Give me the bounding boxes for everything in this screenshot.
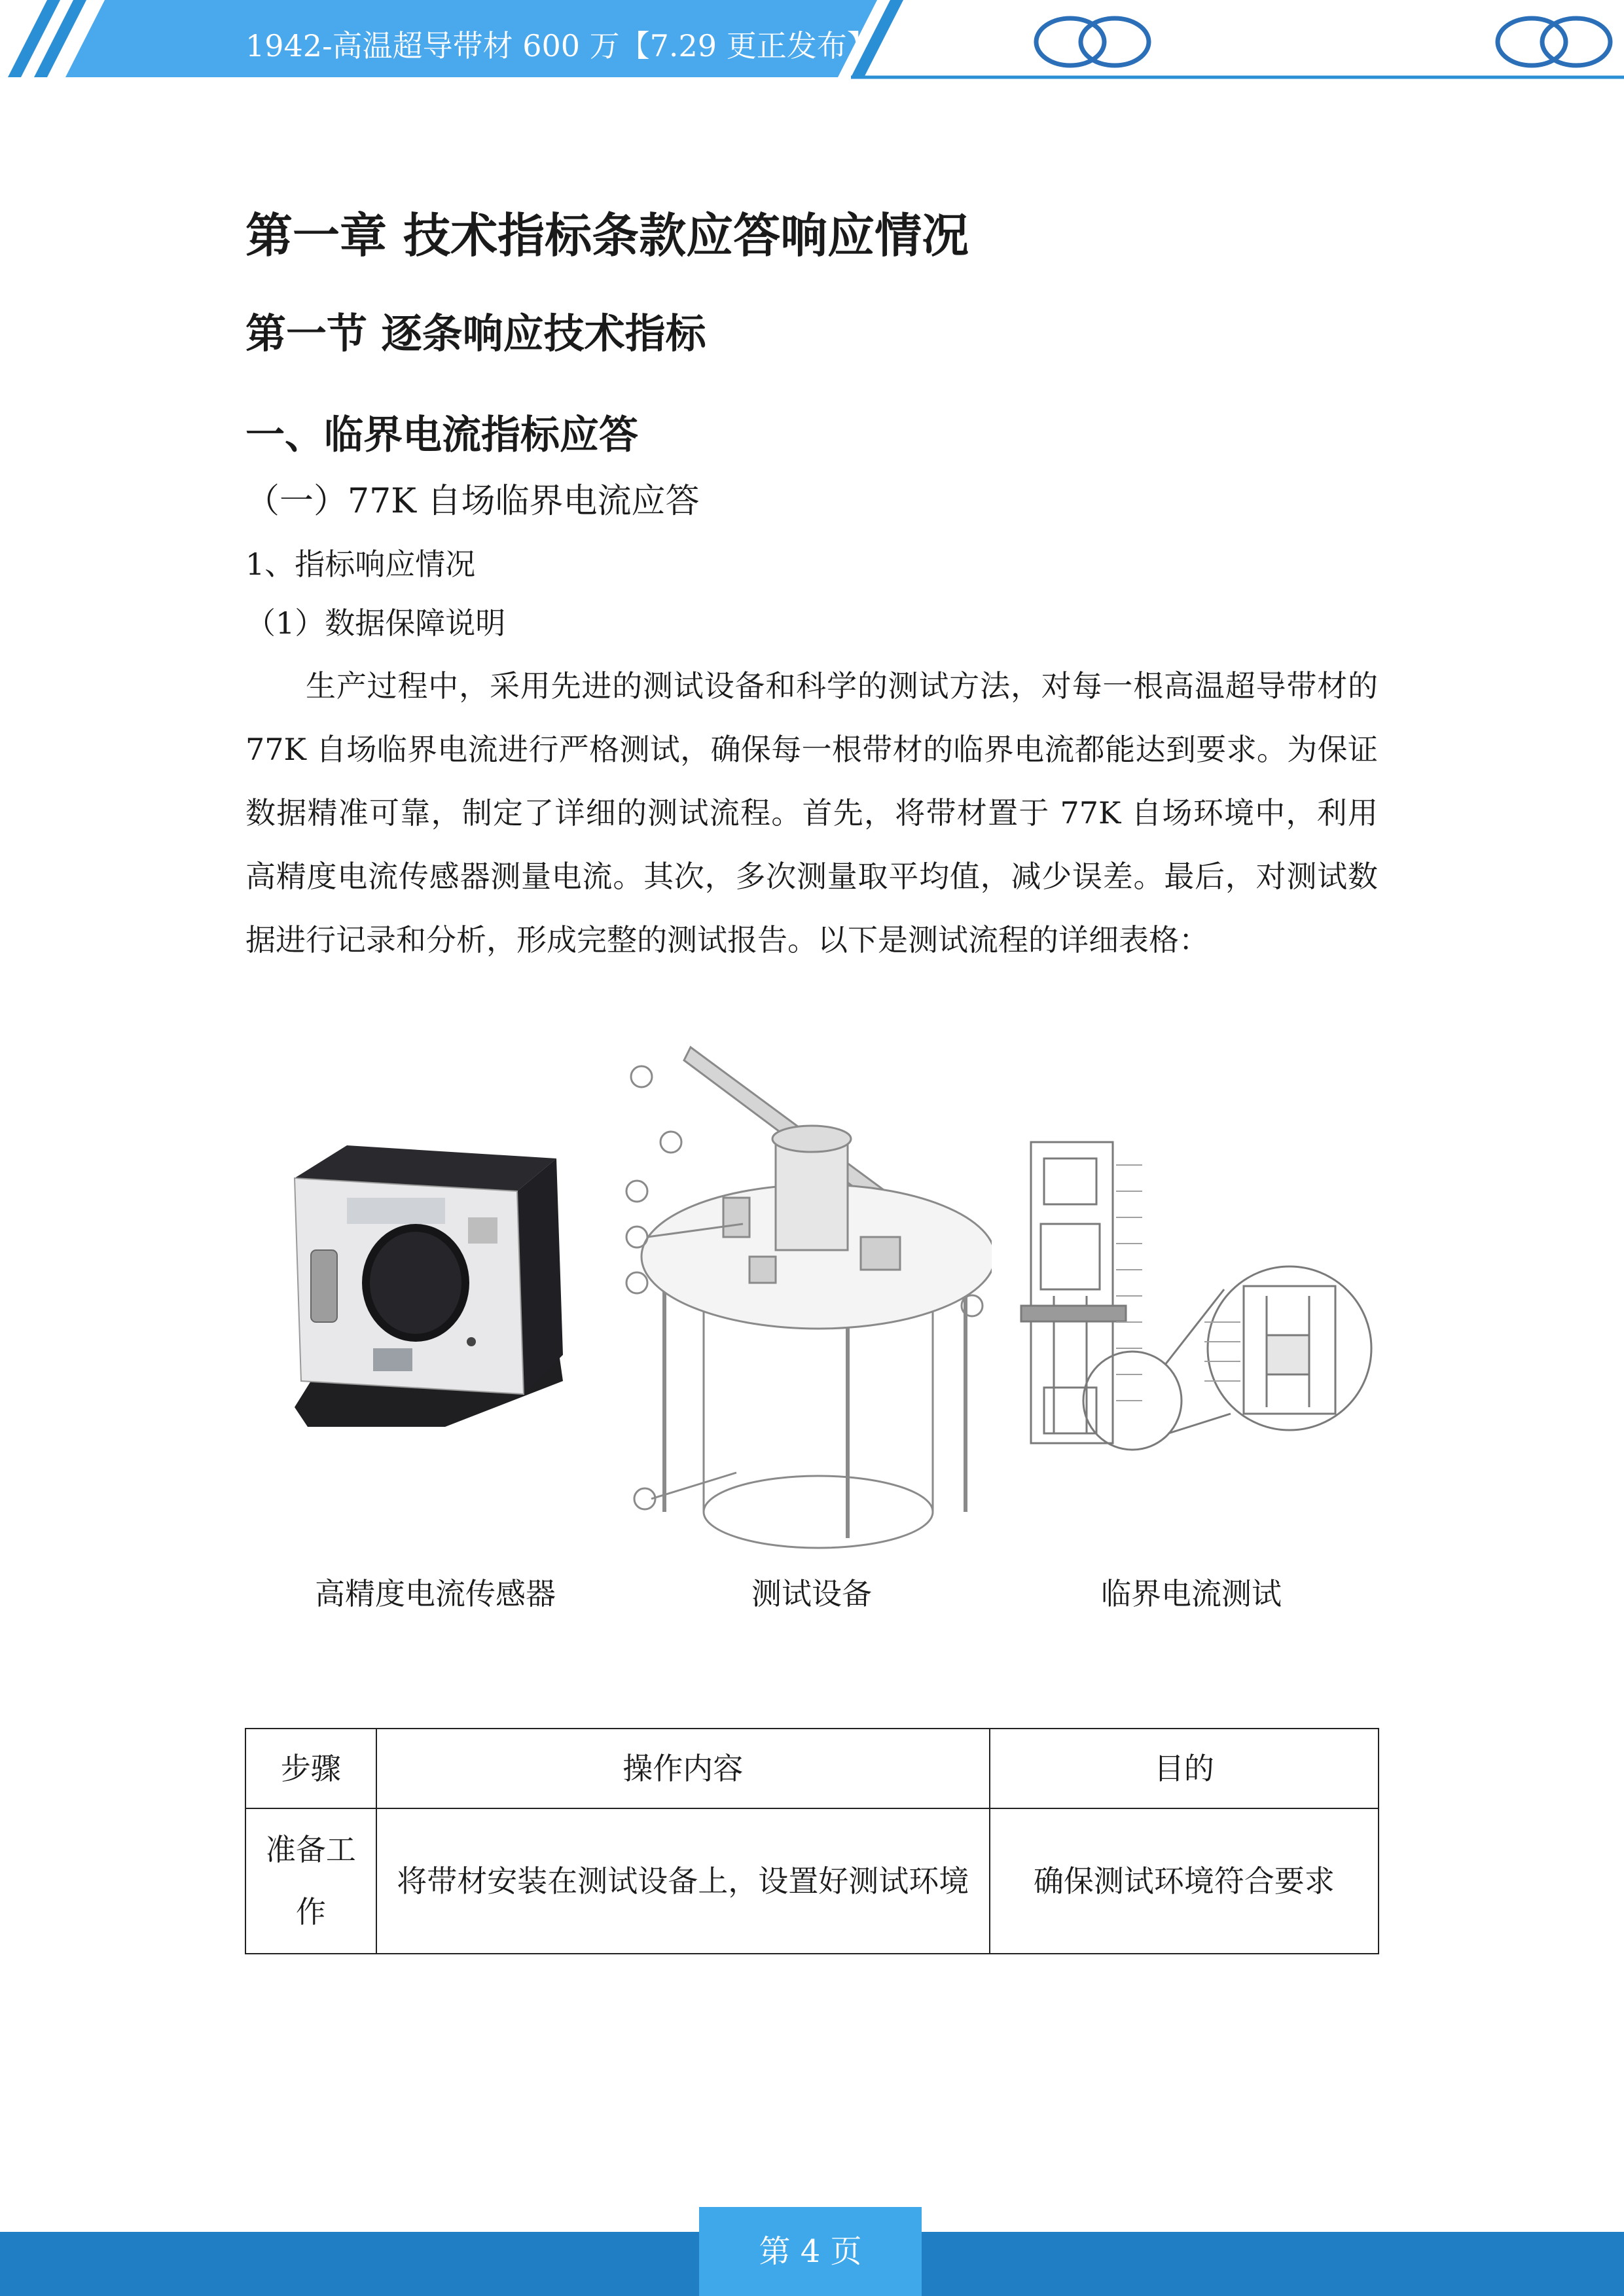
chapter-heading: 第一章 技术指标条款应答响应情况 — [245, 208, 969, 263]
table-header-row — [245, 1729, 1379, 1808]
critical-current-test-diagram — [1008, 1126, 1375, 1466]
subpoint-heading: （1）数据保障说明 — [245, 605, 506, 641]
figure-caption: 临界电流测试 — [1101, 1576, 1282, 1611]
table-header-cell: 步骤 — [245, 1729, 376, 1808]
current-sensor-image — [249, 1119, 602, 1460]
table-row — [245, 1808, 1379, 1954]
figure-caption: 高精度电流传感器 — [315, 1576, 556, 1611]
table-cell: 将带材安装在测试设备上，设置好测试环境 — [376, 1808, 990, 1954]
page-number: 第 4 页 — [759, 2233, 862, 2270]
header-title: 1942-高温超导带材 600 万【7.29 更正发布】 — [245, 28, 877, 63]
table-header-cell: 操作内容 — [376, 1729, 990, 1808]
double-ring-logo-icon — [1492, 14, 1617, 69]
table-cell: 准备工作 — [245, 1808, 376, 1954]
subsection-heading: 一、临界电流指标应答 — [245, 412, 638, 458]
section-heading: 第一节 逐条响应技术指标 — [245, 310, 706, 357]
item-heading: （一）77K 自场临界电流应答 — [245, 482, 700, 521]
test-equipment-diagram — [625, 1041, 992, 1558]
table-cell: 确保测试环境符合要求 — [990, 1808, 1379, 1954]
body-paragraph: 生产过程中，采用先进的测试设备和科学的测试方法，对每一根高温超导带材的 77K 自场临界电流进行严格测试，确保每一根带材的临界电流都能达到要求。为保证数据精准可靠，制定了详细的测试流程。首先，将带材置于 77K 自场环境中，利用高精度电流传感器测量电流。其次，多次测量取平均值，减少误差。最后，对测试数据进行记录和分析，形成完整的测试报告。以下是测试流程的详细表格： — [245, 668, 1378, 958]
page-header — [0, 0, 1624, 85]
double-ring-logo-icon — [1031, 14, 1155, 69]
table-header-cell: 目的 — [990, 1729, 1379, 1808]
point-heading: 1、指标响应情况 — [245, 547, 476, 582]
test-procedure-table — [245, 1728, 1379, 1954]
figure-caption: 测试设备 — [751, 1576, 872, 1611]
